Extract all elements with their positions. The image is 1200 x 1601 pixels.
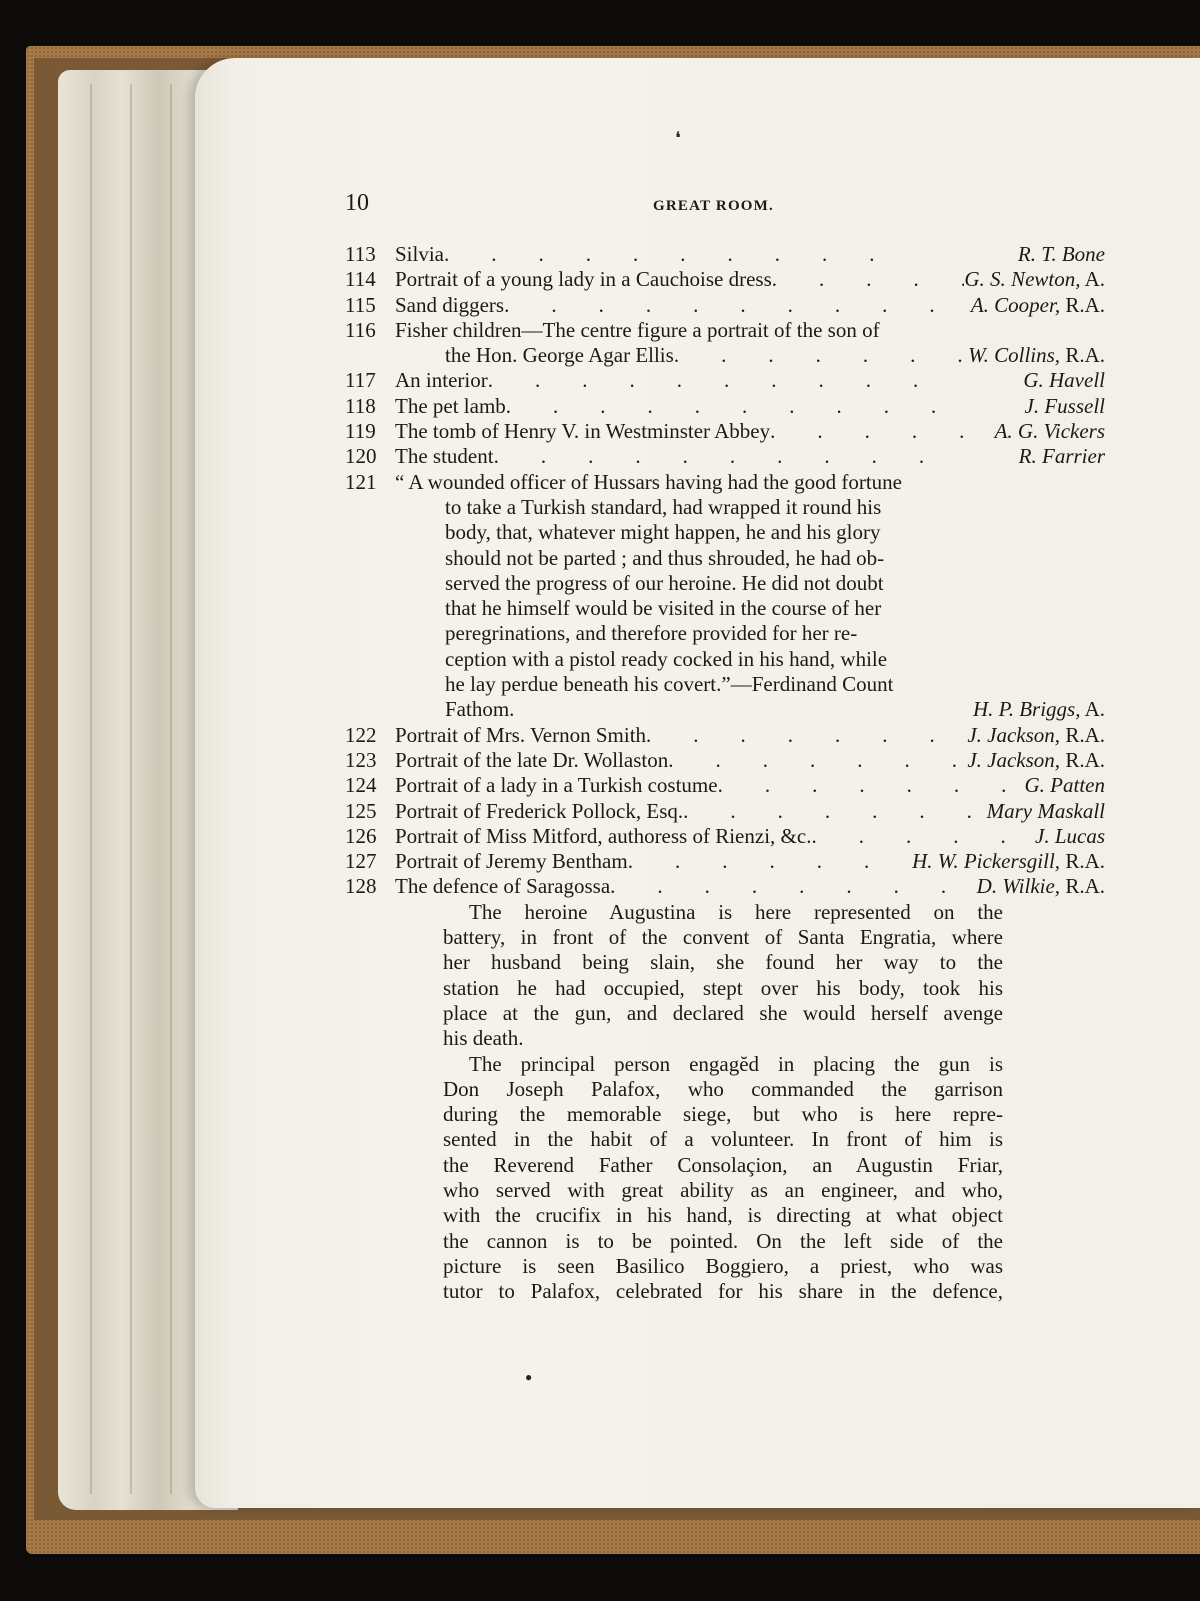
entry-number: 117 bbox=[345, 368, 376, 393]
catalogue-entry-114 bbox=[345, 267, 1105, 292]
ink-speck-icon: ❛ bbox=[675, 128, 681, 148]
paragraph-line: who served with great ability as an engineer, and who, bbox=[443, 1177, 1003, 1202]
catalogue-entry-115 bbox=[345, 293, 1105, 318]
quote-line: that he himself would be visited in the course of her bbox=[445, 596, 882, 621]
entry-title: Portrait of a lady in a Turkish costume bbox=[395, 773, 718, 798]
entry-artist: A. Cooper, R.A. bbox=[970, 292, 1105, 317]
catalogue-entry-118 bbox=[345, 394, 1105, 419]
entry-number: 123 bbox=[345, 747, 377, 772]
ink-dot-icon: ● bbox=[525, 1370, 533, 1384]
catalogue-entry-116 bbox=[345, 318, 1105, 343]
entry-title-cont: the Hon. George Agar Ellis bbox=[445, 343, 674, 368]
leader-dots bbox=[444, 242, 1018, 267]
catalogue-entry-124 bbox=[345, 773, 1105, 798]
paragraph-line: sented in the habit of a volunteer. In front of him is bbox=[443, 1127, 1003, 1152]
page-edge-line bbox=[170, 84, 172, 1494]
leader-dots bbox=[506, 394, 1025, 419]
paragraph-line: her husband being slain, she found her way to the bbox=[443, 950, 1003, 975]
quote-line: peregrinations, and therefore provided for her re- bbox=[445, 621, 858, 646]
entry-artist: J. Lucas bbox=[1035, 823, 1105, 848]
paragraph-line: Don Joseph Palafox, who commanded the garrison bbox=[443, 1076, 1003, 1101]
entry-number: 120 bbox=[345, 444, 377, 469]
quote-line: body, that, whatever might happen, he and his glory bbox=[445, 520, 881, 545]
leader-dots bbox=[683, 799, 986, 824]
paragraph-line: the cannon is to be pointed. On the left side of the bbox=[443, 1228, 1003, 1253]
page-edge-line bbox=[130, 84, 132, 1494]
entry-title: The tomb of Henry V. in Westminster Abbey bbox=[395, 419, 771, 444]
catalogue-entry-126 bbox=[345, 824, 1105, 849]
leader-dots bbox=[811, 824, 1035, 849]
quote-line: to take a Turkish standard, had wrapped it round his bbox=[445, 494, 882, 519]
entry-artist: G. Patten bbox=[1024, 773, 1105, 798]
leader-dots bbox=[718, 773, 1025, 798]
entry-artist: R. Farrier bbox=[1018, 444, 1105, 469]
entry-number: 115 bbox=[345, 292, 376, 317]
paragraph-line: station he had occupied, stept over his body, took his bbox=[443, 975, 1003, 1000]
catalogue-entry-117 bbox=[345, 368, 1105, 393]
entry-title: Portrait of the late Dr. Wollaston bbox=[395, 747, 669, 772]
catalogue-entry-123 bbox=[345, 748, 1105, 773]
entry-title: Portrait of Miss Mitford, authoress of Rienzi, &c. bbox=[395, 823, 812, 848]
leader-dots bbox=[504, 293, 971, 318]
catalogue-entry-128 bbox=[345, 874, 1105, 899]
quote-line: “ A wounded officer of Hussars having had the good fortune bbox=[395, 469, 902, 494]
quote-line: ception with a pistol ready cocked in his hand, while bbox=[445, 646, 888, 671]
leader-dots bbox=[494, 444, 1019, 469]
entry-number: 114 bbox=[345, 267, 376, 292]
paragraph-line: the Reverend Father Consolaçion, an Augustin Friar, bbox=[443, 1152, 1003, 1177]
entry-number: 113 bbox=[345, 242, 376, 266]
entry-number: 124 bbox=[345, 773, 377, 798]
entry-artist: W. Collins, R.A. bbox=[968, 343, 1105, 368]
catalogue-entries bbox=[345, 242, 1105, 1304]
entry-title: Portrait of Jeremy Bentham bbox=[395, 849, 628, 874]
entry-artist: G. Havell bbox=[1023, 368, 1105, 393]
entry-title: Portrait of Mrs. Vernon Smith bbox=[395, 722, 647, 747]
entry-number: 122 bbox=[345, 722, 377, 747]
entry-title: An interior bbox=[395, 368, 488, 393]
entry-number: 121 bbox=[345, 469, 377, 494]
entry-number: 126 bbox=[345, 823, 377, 848]
entry-number: 128 bbox=[345, 874, 377, 899]
page-edge-line bbox=[90, 84, 92, 1494]
catalogue-entry-113 bbox=[345, 242, 1105, 267]
entry-title: The defence of Saragossa bbox=[395, 874, 611, 899]
entry-artist: A. G. Vickers bbox=[994, 419, 1105, 444]
leader-dots bbox=[628, 849, 912, 874]
leader-dots bbox=[646, 723, 967, 748]
entry-title: The student bbox=[395, 444, 494, 469]
page-number: 10 bbox=[345, 190, 369, 216]
catalogue-entry-120 bbox=[345, 444, 1105, 469]
entry-artist: J. Fussell bbox=[1024, 393, 1105, 418]
entry-title: Portrait of a young lady in a Cauchoise dress bbox=[395, 267, 772, 292]
entry-artist: Mary Maskall bbox=[986, 798, 1105, 823]
paragraph-line: The principal person engagĕd in placing the gun is bbox=[469, 1051, 1003, 1076]
entry-title: Silvia bbox=[395, 242, 445, 266]
paragraph-line: The heroine Augustina is here represented on the bbox=[469, 899, 1003, 924]
entry-title-cont: Fathom. bbox=[445, 697, 515, 722]
catalogue-entry-121-end bbox=[345, 697, 1105, 722]
paragraph-line: battery, in front of the convent of Santa Engratia, where bbox=[443, 925, 1003, 950]
paragraph-line: picture is seen Basilico Boggiero, a priest, who was bbox=[443, 1253, 1003, 1278]
catalogue-entry-125 bbox=[345, 799, 1105, 824]
quote-line: served the progress of our heroine. He did not doubt bbox=[445, 570, 884, 595]
entry-artist: J. Jackson, R.A. bbox=[967, 722, 1105, 747]
page-text bbox=[345, 190, 1105, 1304]
entry-artist: J. Jackson, R.A. bbox=[967, 747, 1105, 772]
entry-number: 118 bbox=[345, 393, 376, 418]
paragraph-line: during the memorable siege, but who is here repre- bbox=[443, 1102, 1003, 1127]
leader-dots bbox=[674, 343, 968, 368]
paragraph-line: his death. bbox=[443, 1026, 524, 1051]
catalogue-entry-116-cont bbox=[345, 343, 1105, 368]
quote-line: he lay perdue beneath his covert.”—Ferdinand Count bbox=[445, 672, 894, 697]
entry-artist: H. P. Briggs, A. bbox=[972, 697, 1105, 722]
leader-dots bbox=[668, 748, 967, 773]
entry-number: 127 bbox=[345, 849, 377, 874]
paragraph-line: tutor to Palafox, celebrated for his share in the defence, bbox=[443, 1279, 1003, 1304]
quote-line: should not be parted ; and thus shrouded, he had ob- bbox=[445, 545, 885, 570]
entry-artist: D. Wilkie, R.A. bbox=[976, 874, 1105, 899]
catalogue-entry-119 bbox=[345, 419, 1105, 444]
catalogue-entry-127 bbox=[345, 849, 1105, 874]
running-head: GREAT ROOM. bbox=[653, 198, 774, 214]
description-paragraph-1 bbox=[345, 900, 1003, 1052]
entry-title: Fisher children—The centre figure a portrait of the son of bbox=[395, 317, 880, 342]
entry-number: 116 bbox=[345, 317, 376, 342]
catalogue-entry-121 bbox=[345, 470, 1105, 698]
entry-title: Sand diggers bbox=[395, 292, 505, 317]
catalogue-entry-122 bbox=[345, 723, 1105, 748]
paragraph-line: with the crucifix in his hand, is directing at what object bbox=[443, 1203, 1003, 1228]
entry-artist: H. W. Pickersgill, R.A. bbox=[912, 849, 1105, 874]
entry-artist: R. T. Bone bbox=[1017, 242, 1105, 266]
description-paragraph-2 bbox=[345, 1052, 1003, 1305]
entry-number: 119 bbox=[345, 419, 376, 444]
paragraph-line: place at the gun, and declared she would herself avenge bbox=[443, 1000, 1003, 1025]
leader-dots bbox=[770, 419, 994, 444]
entry-artist: G. S. Newton, A. bbox=[964, 267, 1105, 292]
page-header bbox=[345, 190, 1105, 222]
leader-dots bbox=[610, 874, 977, 899]
entry-number: 125 bbox=[345, 798, 377, 823]
entry-title: The pet lamb bbox=[395, 393, 506, 418]
entry-title: Portrait of Frederick Pollock, Esq. bbox=[395, 798, 684, 823]
leader-dots bbox=[488, 368, 1024, 393]
leader-dots bbox=[772, 267, 965, 292]
